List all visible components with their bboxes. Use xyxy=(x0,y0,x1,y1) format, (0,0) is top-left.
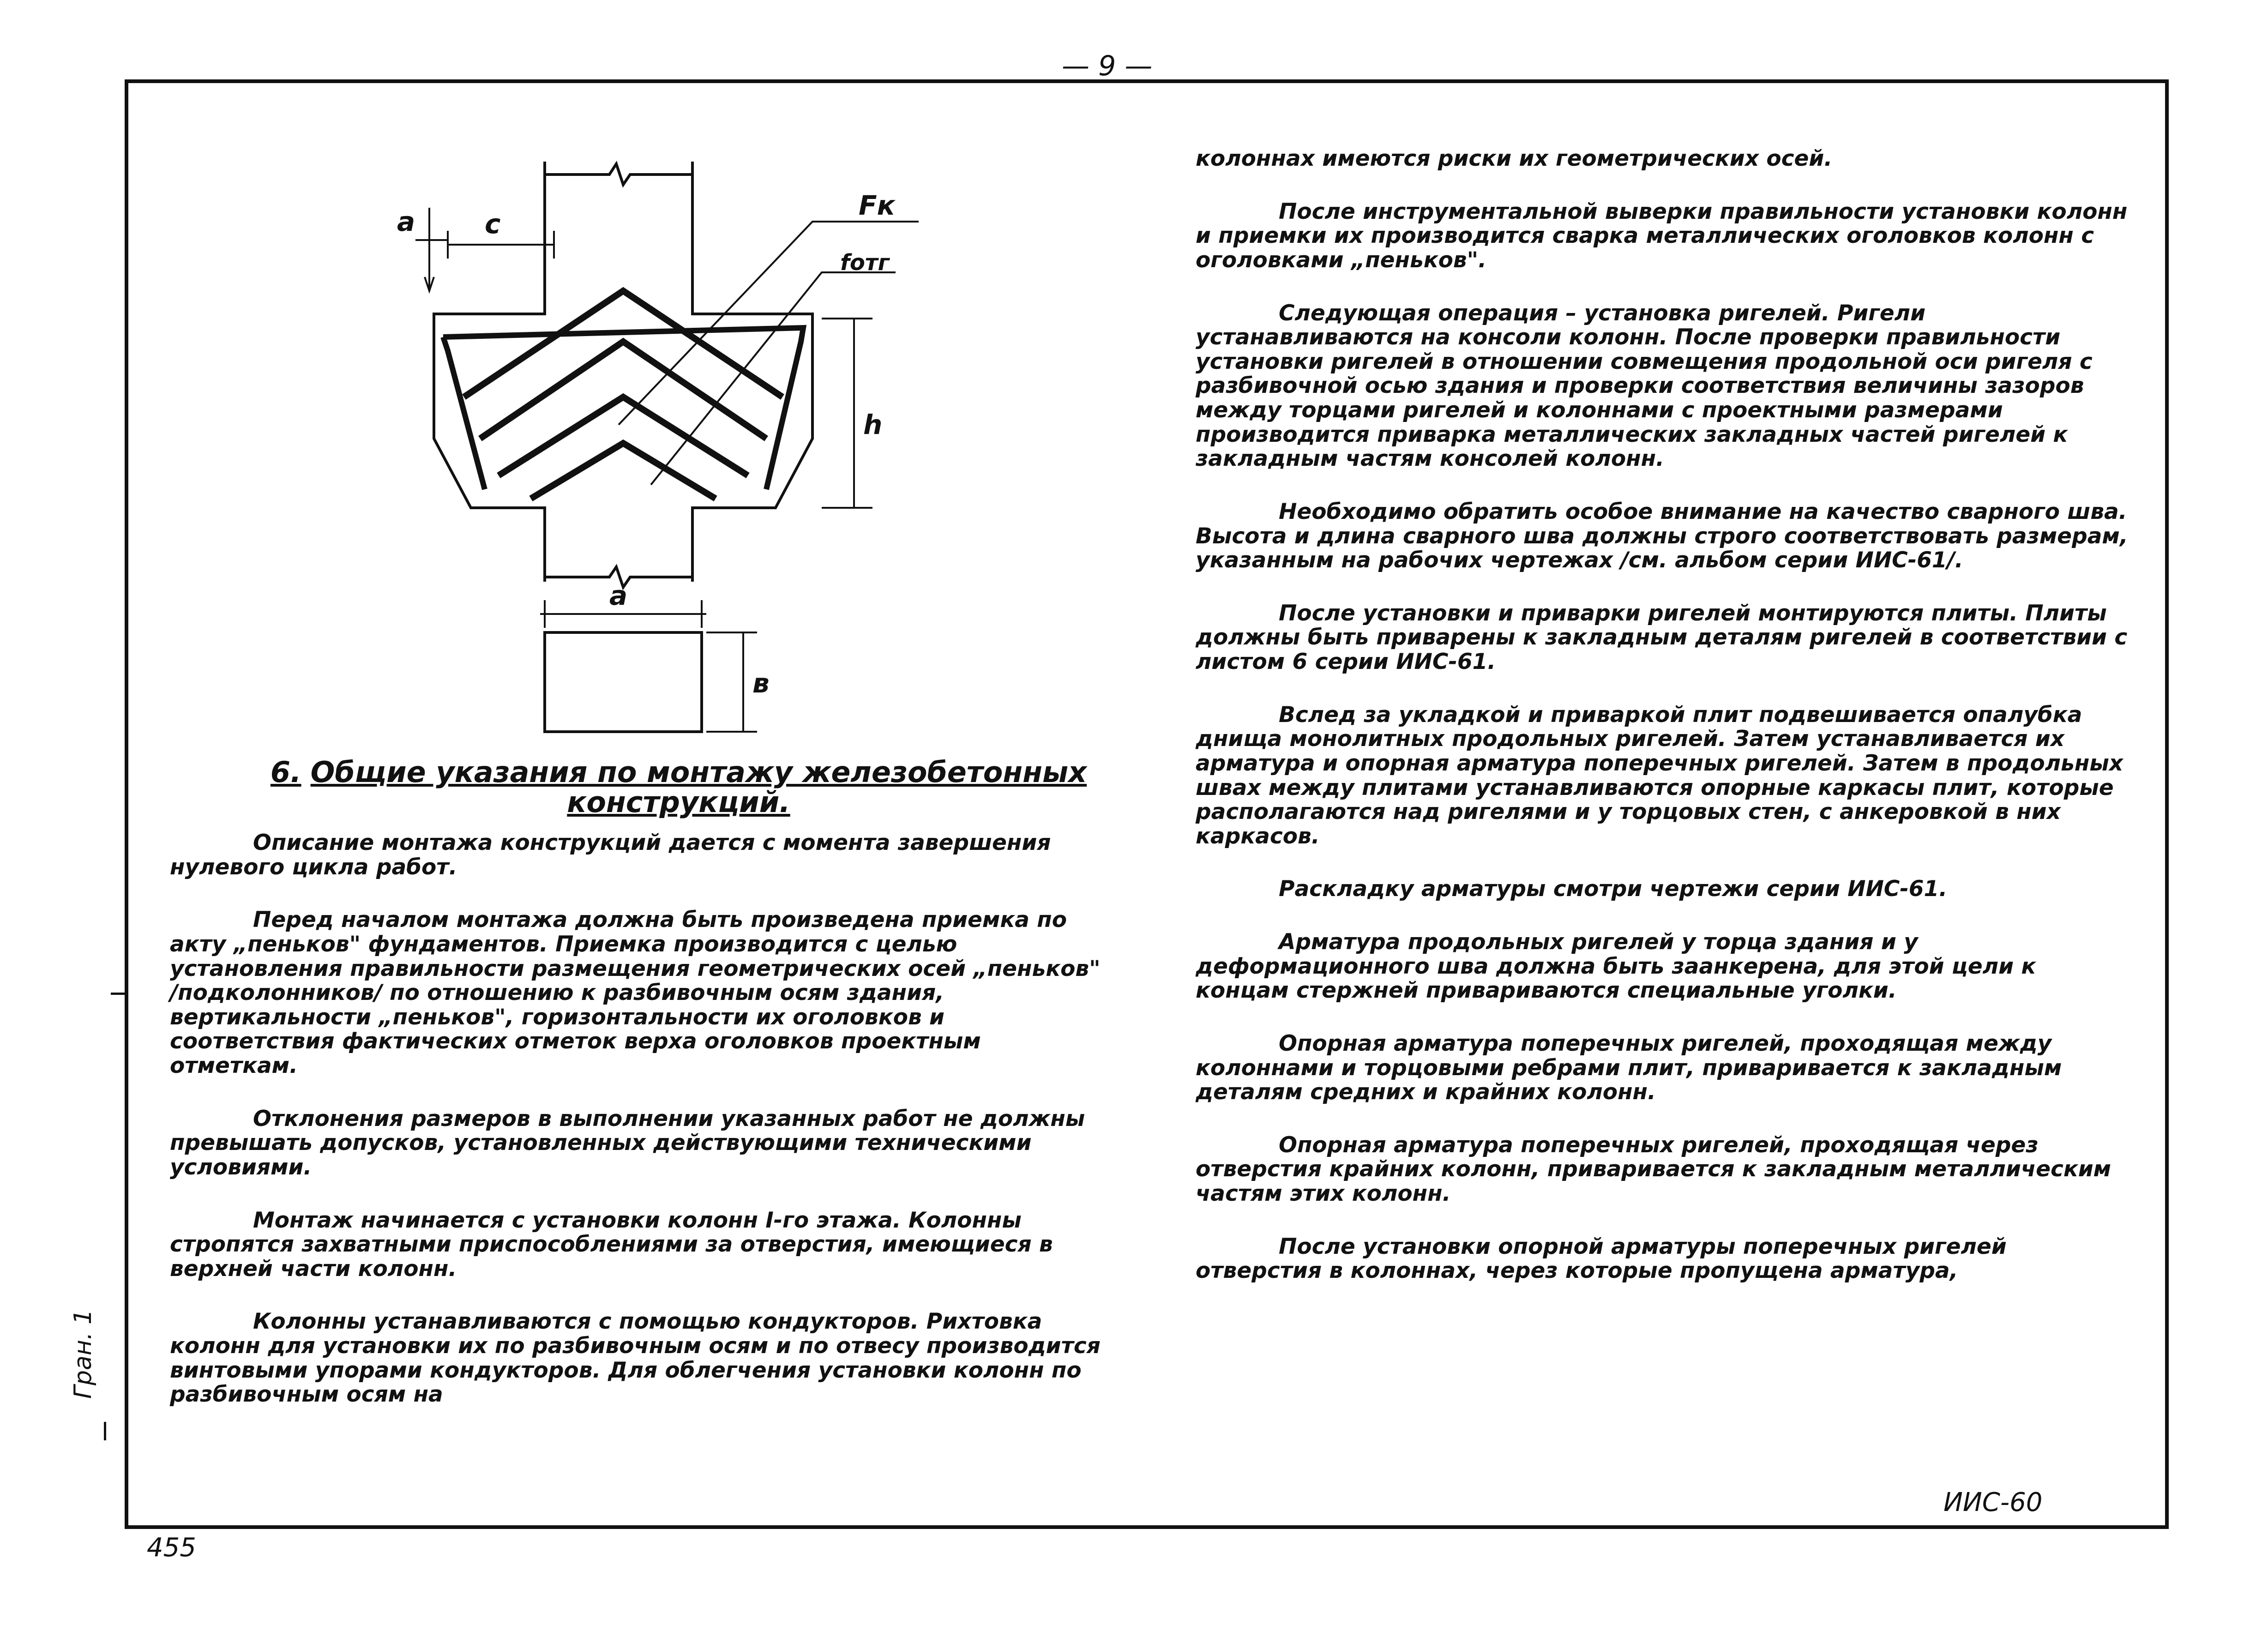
paragraph: После установки опорной арматуры поперечных ригелей отверстия в колоннах, через которые пропущена арматура, xyxy=(1196,1234,2007,1284)
dimension-b xyxy=(706,632,757,732)
paragraph: Вслед за укладкой и приваркой плит подвешивается опалубка днища монолитных продольных ригелей. Затем устанавливается их арматура и опорная арматура поперечных ригелей. Затем в продольных швах между плитами устанавливаются опорные каркасы плит, которые располагаются над ригелями и у торцовых стен, с анкеровкой в них каркасов. xyxy=(1196,702,2124,849)
series-code: ИИС-60 xyxy=(1943,1487,2043,1517)
dimension-c xyxy=(448,231,554,259)
paragraph: Опорная арматура поперечных ригелей, проходящая между колоннами и торцовыми ребрами плит, приваривается к закладным деталям средних и крайних колонн. xyxy=(1196,1030,2062,1105)
label-h: h xyxy=(863,409,883,440)
label-c: с xyxy=(485,208,501,240)
label-a-top: а xyxy=(397,206,415,237)
paragraph: Арматура продольных ригелей у торца здания и у деформационного шва должна быть заанкерена, для этой цели к концам стержней привариваются специальные уголки. xyxy=(1196,929,2036,1004)
border-tick-mark xyxy=(111,993,126,995)
paragraph: колоннах имеются риски их геометрических осей. xyxy=(1196,146,1833,171)
label-fk: Fк xyxy=(859,190,895,221)
label-fotg: fотг xyxy=(840,250,890,276)
paragraph: Монтаж начинается с установки колонн I-го этажа. Колонны стропятся захватными приспособлениями за отверстия, имеющиеся в верхней части колонн. xyxy=(170,1207,1053,1282)
section-number: 6. xyxy=(270,755,301,789)
border-tick-mark xyxy=(104,1422,106,1440)
section-title-line2: конструкций. xyxy=(567,785,790,819)
paragraph: После установки и приварки ригелей монтируются плиты. Плиты должны быть приварены к закладным деталям ригелей в соответствии с листом 6 серии ИИС-61. xyxy=(1196,600,2128,674)
rebar-chevron-4 xyxy=(531,443,716,499)
lower-block xyxy=(545,632,702,732)
right-text-column xyxy=(1196,147,2133,1312)
section-heading xyxy=(240,757,1117,817)
dimension-a-top xyxy=(415,208,448,291)
section-title-line1: Общие указания по монтажу железобетонных xyxy=(310,755,1087,789)
top-page-number: — 9 — xyxy=(1062,50,1153,82)
paragraph: После инструментальной выверки правильности установки колонн и приемки их производится сварка металлических оголовков колонн с оголовками „пеньков". xyxy=(1196,199,2128,273)
margin-stamp: Гран. 1 xyxy=(69,1309,97,1399)
paragraph: Перед началом монтажа должна быть произведена приемка по акту „пеньков" фундаментов. Приемка производится с целью установления правильности размещения геометрических осей „пеньков" /подколонников/ по отношению к разбивочным осям здания, вертикальности „пеньков", горизонтальности их оголовков и соответствия фактических отметок верха оголовков проектным отметкам. xyxy=(170,907,1101,1078)
paragraph: Необходимо обратить особое внимание на качество сварного шва. Высота и длина сварного шва должны строго соответствовать размерам, указанным на рабочих чертежах /см. альбом серии ИИС-61/. xyxy=(1196,499,2128,573)
break-line-top xyxy=(545,164,692,185)
paragraph: Раскладку арматуры смотри чертежи серии ИИС-61. xyxy=(1279,876,1948,902)
sheet-number: 455 xyxy=(147,1533,196,1563)
paragraph: Следующая операция – установка ригелей. Ригели устанавливаются на консоли колонн. После проверки правильности установки ригелей в отношении совмещения продольной оси ригеля с разбивочной осью здания и проверки соответствия величины зазоров между торцами ригелей и колоннами с проектными размерами производится приварка металлических закладных частей ригелей к закладным частям консолей колонн. xyxy=(1196,300,2093,472)
paragraph: Описание монтажа конструкций дается с момента завершения нулевого цикла работ. xyxy=(170,830,1051,880)
rebar-chevron-3 xyxy=(499,397,748,475)
label-b: в xyxy=(752,668,770,699)
paragraph: Отклонения размеров в выполнении указанных работ не должны превышать допусков, установленных действующими техническими условиями. xyxy=(170,1106,1085,1180)
label-a-bottom: а xyxy=(609,580,628,611)
reinforcement-frame xyxy=(443,328,803,489)
paragraph: Колонны устанавливаются с помощью кондукторов. Рихтовка колонн для установки их по разбивочным осям и по отвесу производится винтовыми упорами кондукторов. Для облегчения установки колонн по разбивочным осям на xyxy=(170,1309,1101,1408)
left-text-column xyxy=(170,831,1107,1436)
column-head-section-drawing xyxy=(351,138,1136,739)
paragraph: Опорная арматура поперечных ригелей, проходящая через отверстия крайних колонн, приваривается к закладным металлическим частям этих колонн. xyxy=(1196,1132,2112,1206)
